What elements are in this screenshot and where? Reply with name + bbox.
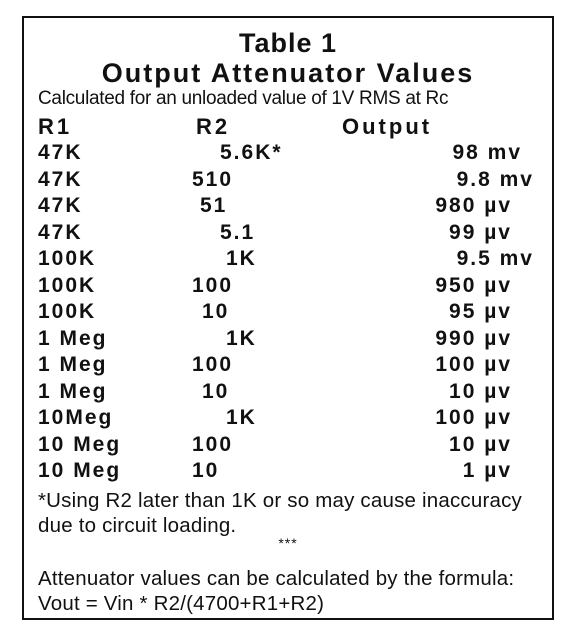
cell-r1: 100K (38, 273, 97, 297)
cell-r1: 47K (38, 141, 83, 164)
cell-r2: 51 (200, 194, 228, 217)
table-row (24, 432, 552, 459)
column-header-r2: R2 (196, 114, 231, 139)
table-row (24, 299, 552, 326)
cell-output: 98 mv (452, 141, 522, 164)
table-row (24, 326, 552, 353)
cell-r2: 10 (202, 300, 230, 323)
cell-r2: 510 (192, 167, 234, 191)
cell-r2: 1K (226, 406, 257, 429)
cell-r2: 10 (202, 379, 230, 403)
separator-asterisks: *** (278, 535, 298, 551)
cell-r1: 10 Meg (38, 459, 122, 482)
cell-r2: 1K (226, 247, 257, 270)
cell-r2: 100 (192, 353, 234, 376)
cell-r1: 47K (38, 167, 83, 191)
cell-output: 980 µv (435, 194, 512, 217)
formula-note: Attenuator values can be calculated by the formula: Vout = Vin * R2/(4700+R1+R2) (38, 567, 515, 615)
table-row (24, 167, 552, 194)
table-row (24, 193, 552, 220)
table-row (24, 140, 552, 167)
cell-output: 990 µv (435, 326, 512, 350)
cell-output: 1 µv (462, 459, 512, 482)
column-header-r1: R1 (38, 114, 73, 139)
cell-r1: 100K (38, 247, 97, 270)
table-subtitle: Calculated for an unloaded value of 1V RMS at Rc (38, 88, 449, 109)
cell-r2: 1K (226, 326, 257, 350)
cell-output: 100 µv (435, 353, 512, 376)
cell-r1: 1 Meg (38, 326, 108, 350)
table-row (24, 273, 552, 300)
table-body (24, 140, 552, 485)
cell-r2: 5.1 (220, 220, 256, 244)
cell-r1: 1 Meg (38, 379, 108, 403)
cell-output: 950 µv (435, 273, 512, 297)
cell-output: 10 µv (449, 379, 512, 403)
table-row (24, 379, 552, 406)
cell-output: 10 µv (449, 432, 512, 456)
cell-r1: 1 Meg (38, 353, 108, 376)
table-frame (22, 16, 554, 620)
cell-output: 9.5 mv (456, 247, 534, 270)
table-row (24, 246, 552, 273)
cell-output: 9.8 mv (456, 167, 534, 191)
column-header-output: Output (342, 114, 433, 139)
cell-r2: 5.6K* (220, 141, 283, 164)
cell-r2: 100 (192, 273, 234, 297)
footnote: *Using R2 later than 1K or so may cause inaccuracy due to circuit loading. (38, 489, 523, 537)
table-row (24, 405, 552, 432)
cell-output: 95 µv (449, 300, 512, 323)
table-row (24, 220, 552, 247)
table-heading: Output Attenuator Values (101, 58, 475, 88)
cell-r1: 10Meg (38, 406, 114, 429)
cell-r2: 10 (192, 459, 220, 482)
cell-r1: 47K (38, 220, 83, 244)
cell-r1: 47K (38, 194, 83, 217)
cell-r2: 100 (192, 432, 234, 456)
cell-output: 100 µv (435, 406, 512, 429)
cell-output: 99 µv (449, 220, 512, 244)
cell-r1: 10 Meg (38, 432, 122, 456)
cell-r1: 100K (38, 300, 97, 323)
table-title: Table 1 (238, 28, 338, 58)
table-row (24, 352, 552, 379)
table-row (24, 458, 552, 485)
